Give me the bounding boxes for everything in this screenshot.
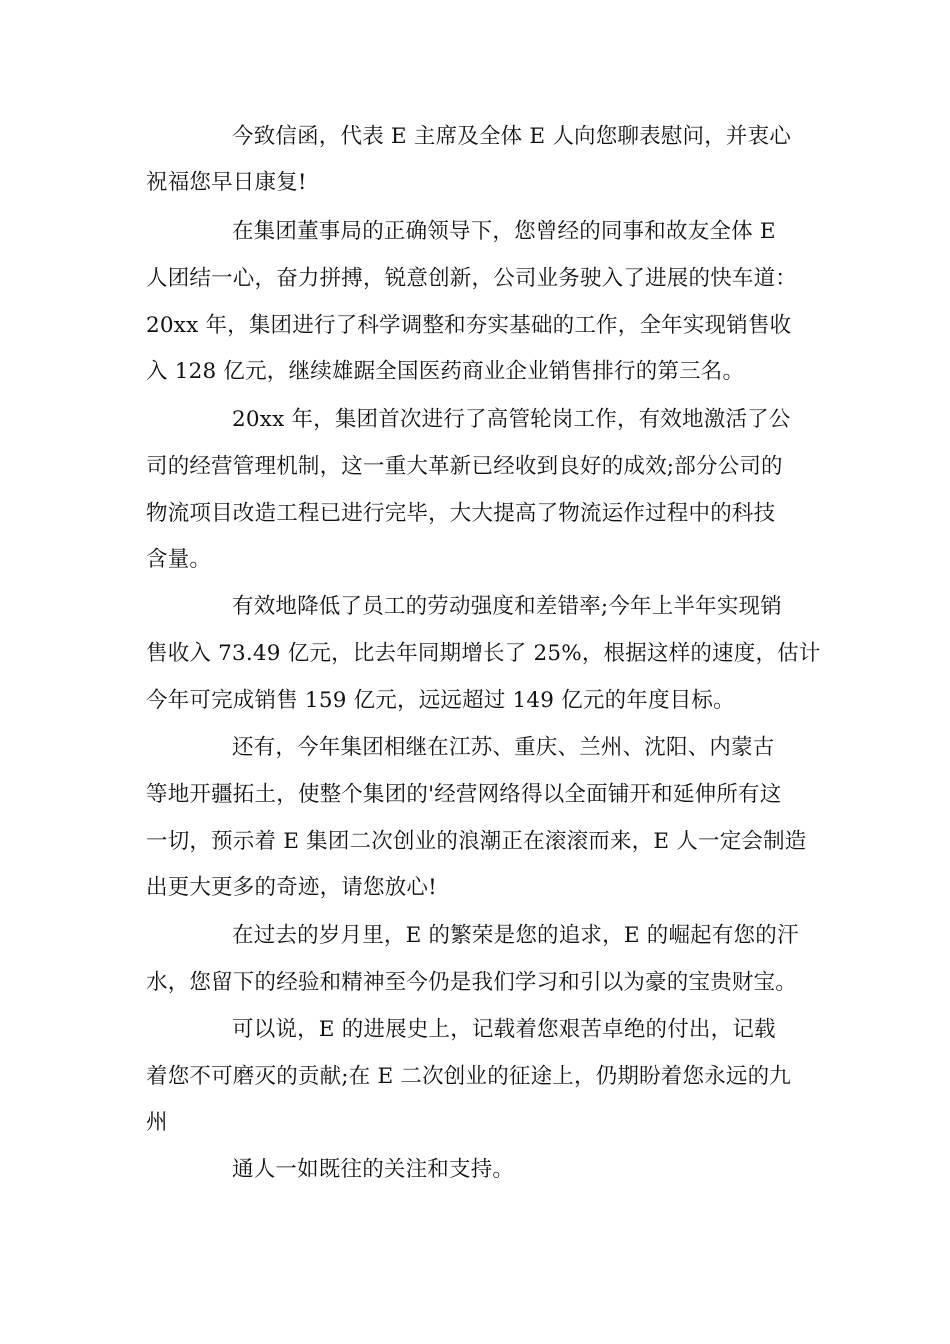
- text-line: 今年可完成销售 159 亿元，远远超过 149 亿元的年度目标。: [146, 688, 735, 713]
- text-line: 售收入 73.49 亿元，比去年同期增长了 25%，根据这样的速度，估计: [146, 641, 821, 666]
- text-line: 还有，今年集团相继在江苏、重庆、兰州、沈阳、内蒙古: [232, 735, 775, 760]
- text-line: 可以说，E 的进展史上，记载着您艰苦卓绝的付出，记载: [232, 1017, 776, 1042]
- text-line: 入 128 亿元，继续雄踞全国医药商业企业销售排行的第三名。: [146, 359, 745, 384]
- text-line: 通人一如既往的关注和支持。: [232, 1157, 515, 1182]
- text-line: 一切，预示着 E 集团二次创业的浪潮正在滚滚而来，E 人一定会制造: [146, 829, 807, 854]
- text-line: 着您不可磨灭的贡献;在 E 二次创业的征途上，仍期盼着您永远的九: [146, 1064, 792, 1089]
- text-line: 司的经营管理机制，这一重大革新已经收到良好的成效;部分公司的: [146, 454, 783, 479]
- text-line: 在过去的岁月里，E 的繁荣是您的追求，E 的崛起有您的汗: [232, 923, 799, 948]
- text-line: 今致信函，代表 E 主席及全体 E 人向您聊表慰问，并衷心: [232, 124, 792, 149]
- text-line: 20xx 年，集团进行了科学调整和夯实基础的工作，全年实现销售收: [146, 313, 792, 338]
- text-line: 祝福您早日康复!: [146, 170, 307, 195]
- text-line: 州: [146, 1110, 168, 1135]
- text-line: 有效地降低了员工的劳动强度和差错率;今年上半年实现销: [232, 594, 782, 619]
- text-line: 水，您留下的经验和精神至今仍是我们学习和引以为豪的宝贵财宝。: [146, 970, 798, 995]
- text-line: 物流项目改造工程已进行完毕，大大提高了物流运作过程中的科技: [146, 501, 776, 526]
- text-line: 20xx 年，集团首次进行了高管轮岗工作，有效地激活了公: [232, 407, 791, 432]
- text-line: 出更大更多的奇迹，请您放心!: [146, 875, 437, 900]
- text-line: 人团结一心，奋力拼搏，锐意创新，公司业务驶入了进展的快车道：: [146, 266, 798, 291]
- text-line: 含量。: [146, 547, 212, 572]
- text-line: 在集团董事局的正确领导下，您曾经的同事和故友全体 E: [232, 219, 776, 244]
- text-line: 等地开疆拓土，使整个集团的'经营网络得以全面铺开和延伸所有这: [146, 782, 782, 807]
